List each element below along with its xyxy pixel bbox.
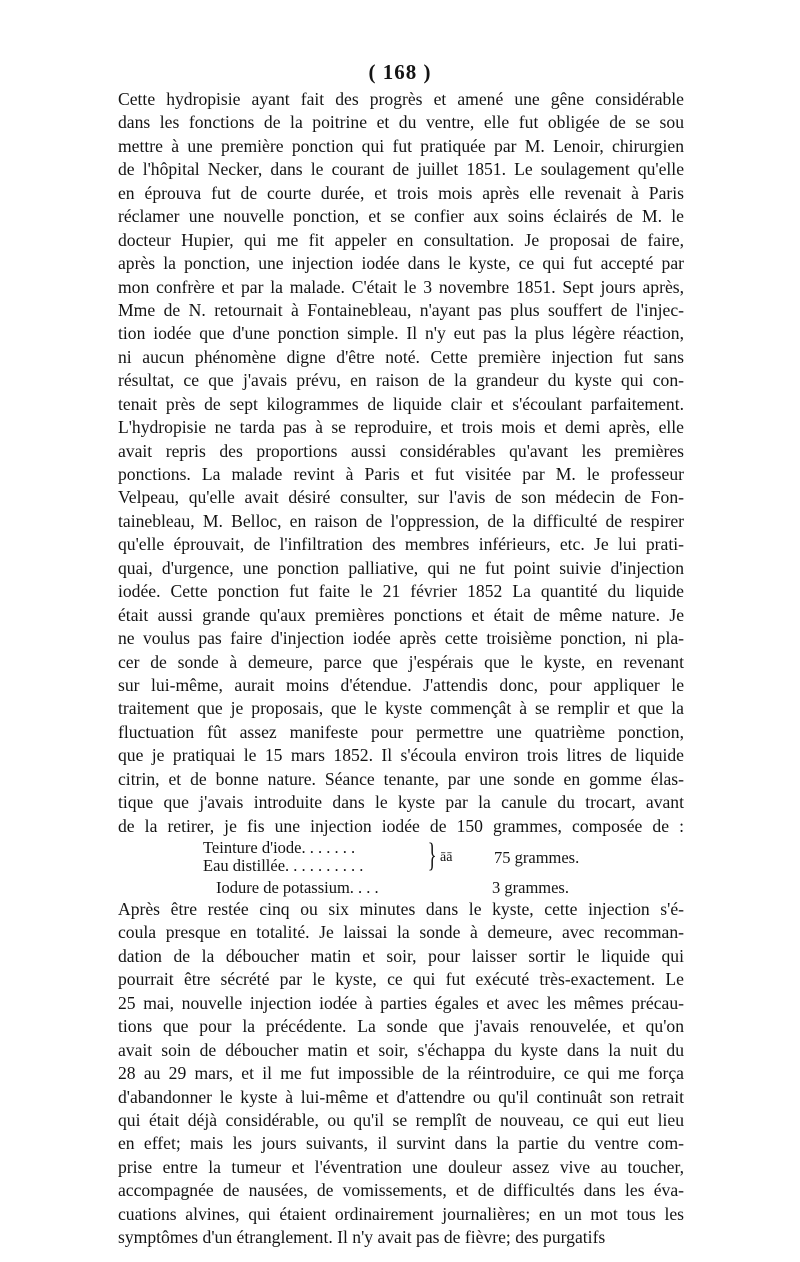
text-line: Velpeau, qu'elle avait désiré consulter, sur l'avis de son médecin de Fon- xyxy=(118,487,684,508)
text-line: tenait près de sept kilogrammes de liquide clair et s'écoulant parfaitement. xyxy=(118,393,684,414)
text-line: dation de la déboucher matin et soir, pour laisser sortir le liquide qui xyxy=(118,945,684,966)
text-line: tique que j'avais introduite dans le kyste par la canule du trocart, avant xyxy=(118,792,684,813)
text-line: de l'hôpital Necker, dans le courant de juillet 1851. Le soulagement qu'elle xyxy=(118,159,684,180)
text-line: 25 mai, nouvelle injection iodée à parties égales et avec les mêmes précau- xyxy=(118,992,684,1013)
text-line: avait repris des proportions aussi considérables qu'avant les premières xyxy=(118,440,684,461)
text-line: symptômes d'un étranglement. Il n'y avait pas de fièvre; des purgatifs xyxy=(118,1227,606,1248)
paragraph-bottom xyxy=(118,898,684,1250)
text-line: Après être restée cinq ou six minutes dans le kyste, cette injection s'é- xyxy=(118,899,684,919)
text-line: Cette hydropisie ayant fait des progrès et amené une gêne considérable xyxy=(118,89,684,109)
text-line: coula presque en totalité. Je laissai la sonde à demeure, avec recomman- xyxy=(118,922,684,943)
text-line: iodée. Cette ponction fut faite le 21 février 1852 La quantité du liquide xyxy=(118,581,684,602)
text-line: cer de sonde à demeure, parce que j'espérais que le kyste, en revenant xyxy=(118,651,684,672)
text-line: réclamer une nouvelle ponction, et se confier aux soins éclairés de M. le xyxy=(118,206,684,227)
formula-ingredient-distilled-water: Eau distillée. . . . . . . . . . xyxy=(203,856,364,875)
text-line: citrin, et de bonne nature. Séance tenante, par une sonde en gomme élas- xyxy=(118,768,684,789)
text-line: de la retirer, je fis une injection iodée de 150 grammes, composée de : xyxy=(118,815,684,836)
formula-brace: } xyxy=(427,837,437,874)
text-line: était aussi grande qu'aux premières ponctions et était de même nature. Je xyxy=(118,604,684,625)
text-line: sur lui-même, aurait moins d'étendue. J'attendis donc, pour appliquer le xyxy=(118,674,684,695)
text-line: L'hydropisie ne tarda pas à se reproduire, et trois mois et demi après, elle xyxy=(118,417,684,438)
text-line: tions que pour la précédente. La sonde que j'avais renouvelée, et qu'on xyxy=(118,1016,684,1037)
text-line: en effet; mais les jours suivants, il survint dans la partie du ventre com- xyxy=(118,1133,684,1154)
text-line: ne voulus pas faire d'injection iodée après cette troisième ponction, ni pla- xyxy=(118,628,684,649)
text-line: pourrait être sécrété par le kyste, ce qui fut exécuté très-exactement. Le xyxy=(118,969,684,990)
body-text xyxy=(118,88,684,1250)
text-line: tainebleau, M. Belloc, en raison de l'oppression, de la difficulté de respirer xyxy=(118,510,684,531)
text-line: mon confrère et par la malade. C'était le 3 novembre 1851. Sept jours après, xyxy=(118,276,684,297)
text-line: quai, d'urgence, une ponction palliative, qui ne fut point suivie d'injection xyxy=(118,557,684,578)
text-line: qui était déjà considérable, ou qu'il se remplît de nouveau, ce qui eut lieu xyxy=(118,1109,684,1130)
paragraph-top xyxy=(118,88,684,838)
text-line: dans les fonctions de la poitrine et du ventre, elle fut obligée de se sou xyxy=(118,112,684,133)
page-number: ( 168 ) xyxy=(368,60,432,84)
text-line: traitement que je proposais, que le kyste commençât à se remplir et que la xyxy=(118,698,684,719)
text-line: avait soin de déboucher matin et soir, s'échappa du kyste dans la nuit du xyxy=(118,1039,684,1060)
text-line: en éprouva fut de courte durée, et trois mois après elle revenait à Paris xyxy=(118,182,684,203)
formula-ana: āā xyxy=(440,850,453,865)
formula-ingredient-iodine-tincture: Teinture d'iode. . . . . . . xyxy=(203,838,356,857)
text-line: ponctions. La malade revint à Paris et fut visitée par M. le professeur xyxy=(118,464,684,484)
text-line: 28 au 29 mars, et il me fut impossible de la réintroduire, ce qui me força xyxy=(118,1063,684,1084)
text-line: après la ponction, une injection iodée dans le kyste, ce qui fut accepté par xyxy=(118,253,684,274)
text-line: accompagnée de nausées, de vomissements, et de difficultés dans les éva- xyxy=(118,1180,684,1201)
text-line: prise entre la tumeur et l'éventration une douleur assez vive au toucher, xyxy=(118,1156,684,1177)
text-line: mettre à une première ponction qui fut pratiquée par M. Lenoir, chirurgien xyxy=(118,135,684,156)
text-line: ni aucun phénomène digne d'être noté. Cette première injection fut sans xyxy=(118,346,684,367)
text-line: tion iodée que d'une ponction simple. Il n'y eut pas la plus légère réaction, xyxy=(118,323,684,344)
formula-ingredient-potassium-iodide: Iodure de potassium. . . . xyxy=(216,878,379,897)
text-line: cuations alvines, qui étaient ordinairement journalières; en un mot tous les xyxy=(118,1203,684,1224)
formula-quantity-3g: 3 grammes. xyxy=(492,878,569,897)
text-line: qu'elle éprouvait, de l'infiltration des membres inférieurs, etc. Je lui prati- xyxy=(118,534,684,555)
formula-block xyxy=(118,838,684,898)
text-line: d'abandonner le kyste à lui-même et d'attendre ou qu'il continuât son retrait xyxy=(118,1086,684,1107)
text-line: Mme de N. retournait à Fontainebleau, n'ayant pas plus souffert de l'injec- xyxy=(118,299,684,320)
text-line: docteur Hupier, qui me fit appeler en consultation. Je proposai de faire, xyxy=(118,229,684,250)
text-line: fluctuation fût assez manifeste pour permettre une quatrième ponction, xyxy=(118,721,684,742)
text-line: que je pratiquai le 15 mars 1852. Il s'écoula environ trois litres de liquide xyxy=(118,745,684,766)
formula-quantity-75g: 75 grammes. xyxy=(494,848,580,867)
text-line: résultat, ce que j'avais prévu, en raison de la grandeur du kyste qui con- xyxy=(118,370,684,391)
